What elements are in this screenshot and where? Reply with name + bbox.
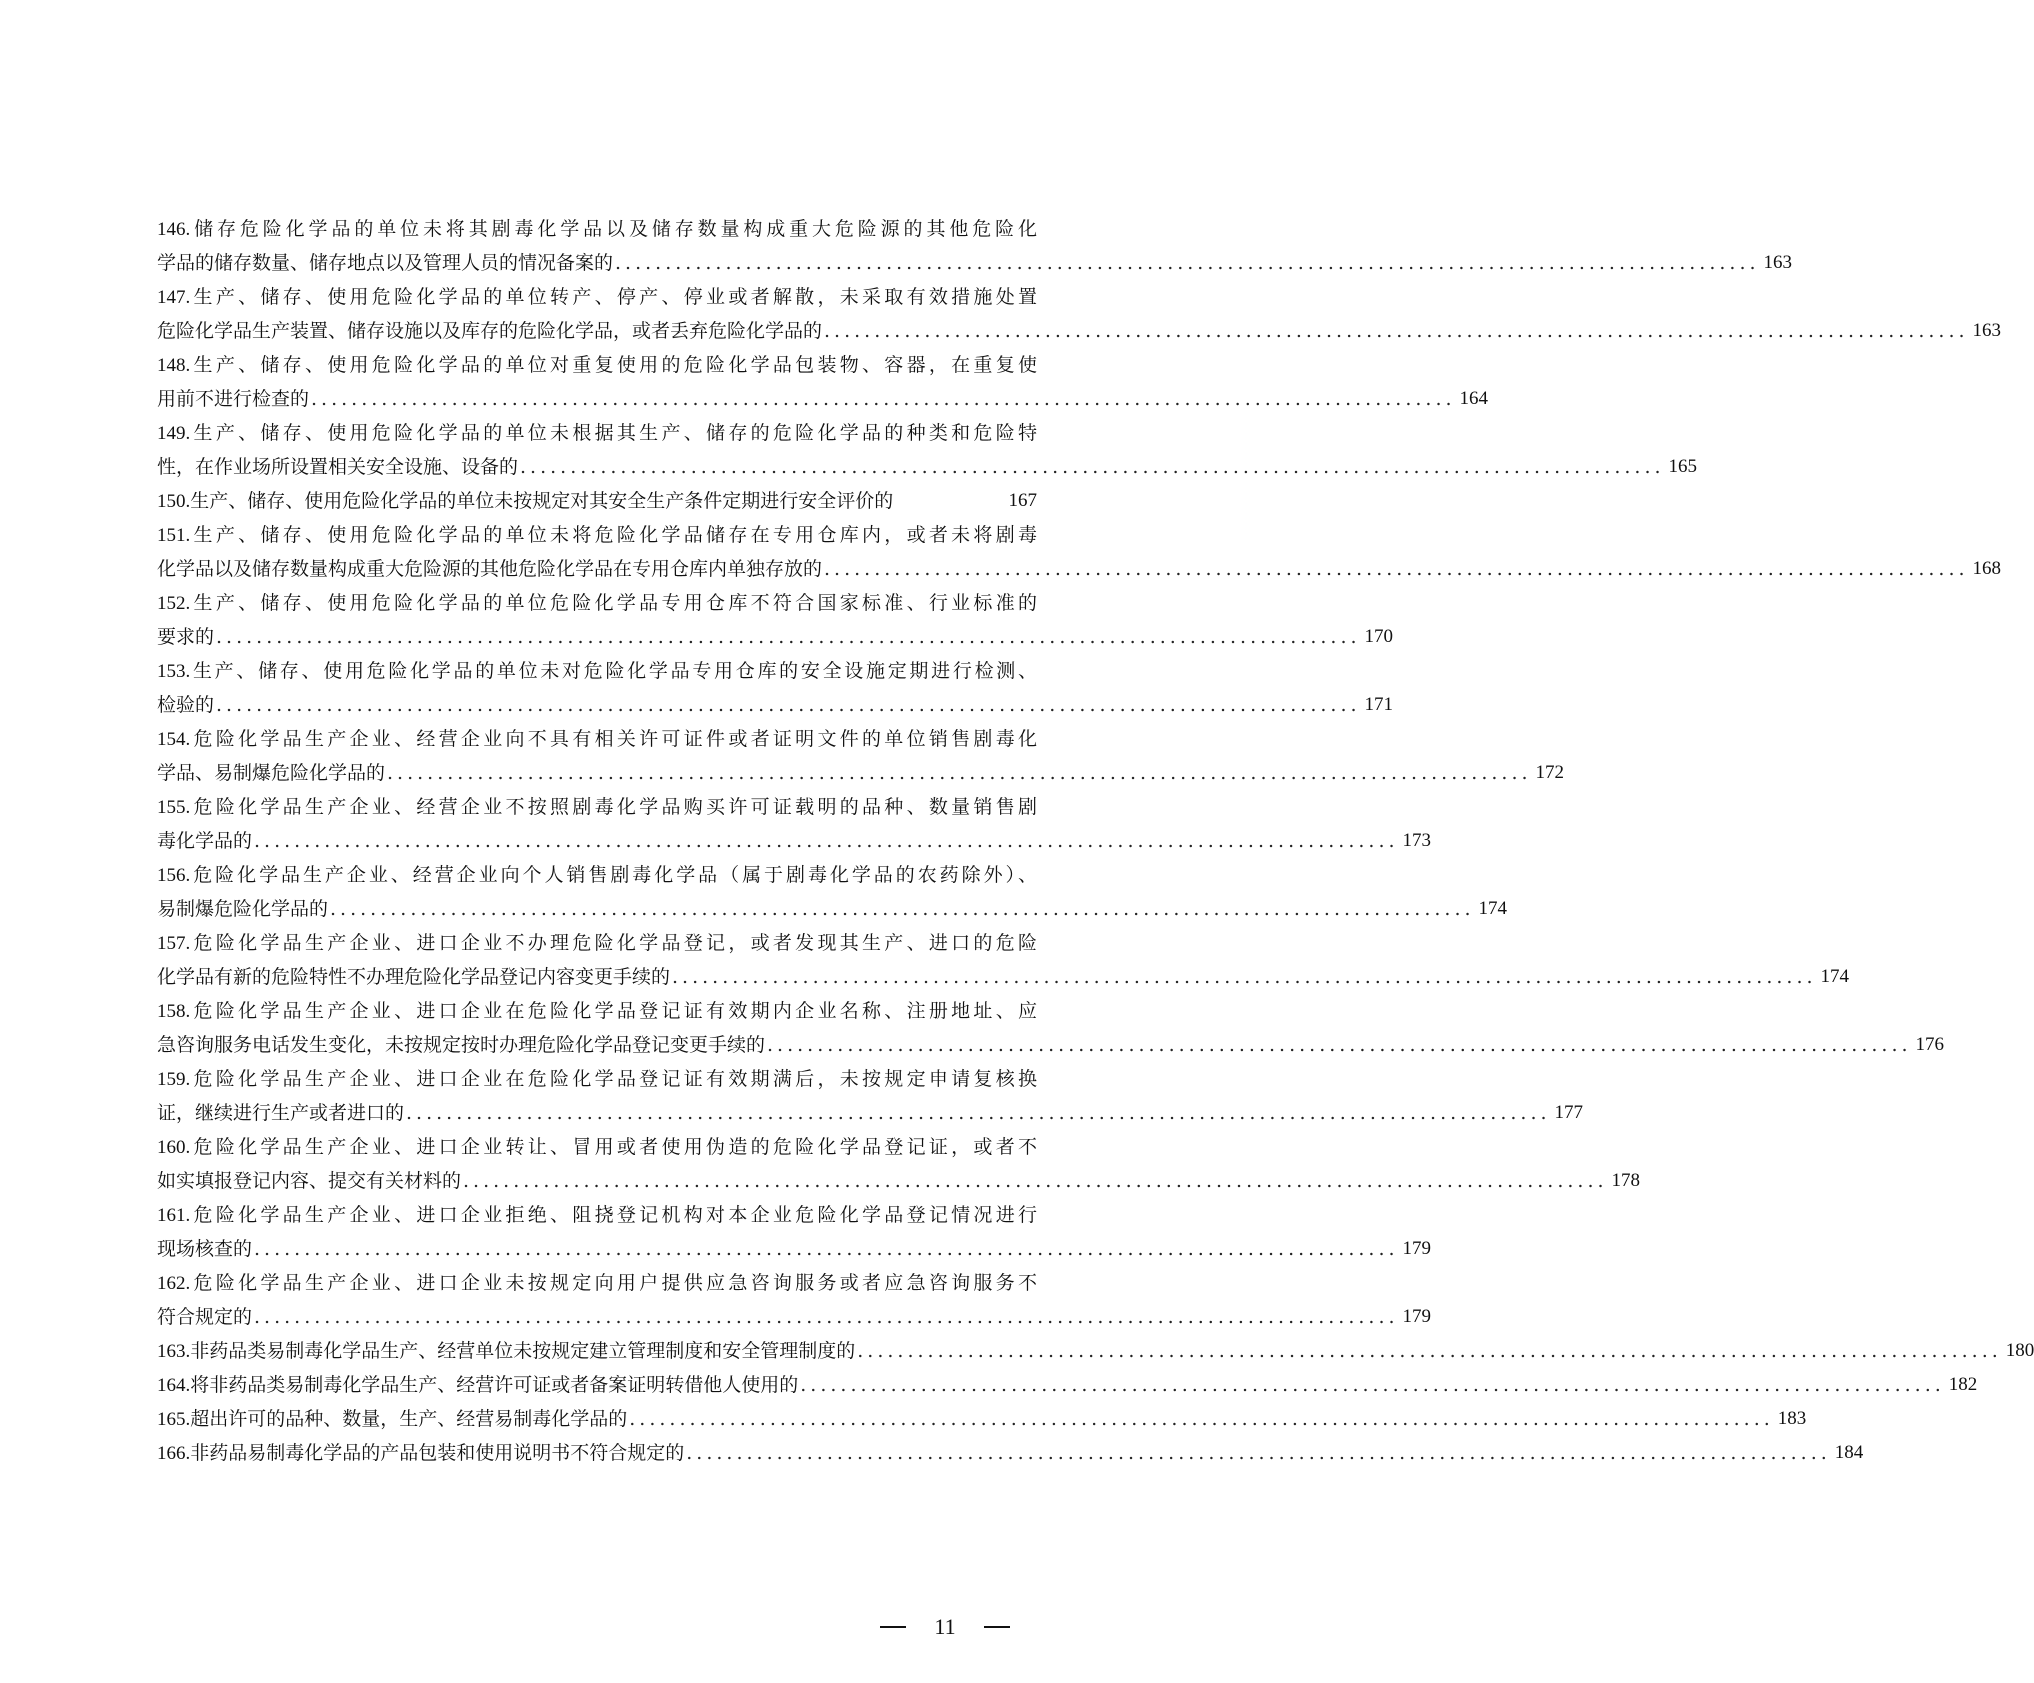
toc-entry-title: 非药品类易制毒化学品生产、经营单位未按规定建立管理制度和安全管理制度的 (190, 1339, 856, 1362)
toc-entry-title: 生产、储存、使用危险化学品的单位未将危险化学品储存在专用仓库内，或者未将剧毒 (190, 524, 1037, 546)
toc-entry[interactable] (157, 586, 1394, 654)
toc-leader-dots: .................................................................................................................. (330, 898, 1475, 920)
toc-entry-text (157, 1368, 798, 1403)
toc-entry[interactable] (157, 722, 1565, 790)
toc-entry[interactable] (157, 518, 2002, 586)
toc-entry[interactable] (157, 212, 1793, 280)
toc-entry-number: 158. (157, 1001, 191, 1022)
toc-entry-line (157, 858, 1037, 892)
toc-entry-text (157, 756, 385, 790)
toc-entry-title: 生产、储存、使用危险化学品的单位未根据其生产、储存的危险化学品的种类和危险特 (190, 422, 1037, 444)
toc-entry[interactable] (157, 858, 1508, 926)
toc-entry[interactable] (157, 280, 2002, 348)
toc-entry-line (157, 722, 1037, 756)
toc-entry-line (157, 348, 1037, 382)
page-number-footer (880, 1610, 1010, 1644)
toc-entry-last-line (157, 1334, 2034, 1368)
toc-entry-last-line (157, 1402, 1807, 1436)
toc-entry-title: 化学品以及储存数量构成重大危险源的其他危险化学品在专用仓库内单独存放的 (157, 558, 823, 580)
toc-entry-number: 154. (157, 729, 191, 750)
toc-page-number: 177 (1554, 1102, 1584, 1123)
toc-entry-title: 危险化学品生产企业、进口企业拒绝、阻挠登记机构对本企业危险化学品登记情况进行 (190, 1204, 1037, 1226)
toc-entry-last-line (157, 1300, 1432, 1334)
toc-entry-text (157, 1028, 765, 1062)
toc-entry-title: 检验的 (157, 694, 215, 716)
toc-entry[interactable] (157, 790, 1432, 858)
toc-page-number: 172 (1535, 762, 1565, 783)
toc-page-number: 180 (2005, 1340, 2034, 1361)
toc-entry-number: 163. (157, 1340, 191, 1362)
page-number: 11 (934, 1614, 956, 1639)
toc-leader-dots: .................................................................................................................. (686, 1442, 1831, 1464)
toc-page-number: 163 (1763, 252, 1793, 273)
toc-entry-last-line (157, 246, 1793, 280)
toc-entry-title: 化学品有新的危险特性不办理危险化学品登记内容变更手续的 (157, 966, 671, 988)
toc-entry-line (157, 790, 1037, 824)
toc-leader-dots: .................................................................................................................. (254, 1306, 1399, 1328)
toc-entry-title: 如实填报登记内容、提交有关材料的 (157, 1170, 462, 1192)
toc-page-number: 176 (1915, 1034, 1945, 1055)
toc-entry-last-line (157, 960, 1850, 994)
toc-entry-last-line (157, 1232, 1432, 1266)
toc-leader-dots: .................................................................................................................. (311, 388, 1456, 410)
toc-entry-number: 146. (157, 219, 191, 240)
toc-leader-dots: .................................................................................................................. (824, 320, 1969, 342)
toc-entry-title: 符合规定的 (157, 1306, 253, 1328)
toc-entry-title: 储存危险化学品的单位未将其剧毒化学品以及储存数量构成重大危险源的其他危险化 (190, 218, 1037, 240)
toc-entry[interactable] (157, 1130, 1641, 1198)
toc-entry[interactable] (157, 484, 1037, 518)
toc-entry-title: 危险化学品生产企业、经营企业不按照剧毒化学品购买许可证载明的品种、数量销售剧 (190, 796, 1037, 818)
toc-entry-last-line (157, 314, 2002, 348)
toc-entry-title: 用前不进行检查的 (157, 388, 310, 410)
toc-entry-text (157, 1334, 855, 1369)
toc-entry-last-line (157, 1436, 1864, 1470)
toc-entry-line (157, 280, 1037, 314)
toc-entry-last-line (157, 688, 1394, 722)
toc-entry-line (157, 1266, 1037, 1300)
toc-entry-title: 危险化学品生产企业、进口企业不办理危险化学品登记，或者发现其生产、进口的危险 (190, 932, 1037, 954)
toc-entry-title: 毒化学品的 (157, 830, 253, 852)
toc-entry-text (157, 484, 893, 519)
toc-entry-number: 155. (157, 797, 191, 818)
toc-entry-title: 危险化学品生产装置、储存设施以及库存的危险化学品，或者丢弃危险化学品的 (157, 320, 823, 342)
toc-entry-text (157, 450, 518, 484)
toc-entry-last-line (157, 892, 1508, 926)
toc-entry-text (157, 552, 822, 586)
toc-entry-last-line (157, 620, 1394, 654)
toc-entry-line (157, 654, 1037, 688)
toc-page-number: 174 (1820, 966, 1850, 987)
toc-leader-dots: .................................................................................................................. (406, 1102, 1551, 1124)
toc-leader-dots: .................................................................................................................. (824, 558, 1969, 580)
toc-leader-dots: .................................................................................................................. (800, 1374, 1945, 1396)
toc-page-number: 163 (1972, 320, 2002, 341)
toc-page-number: 167 (1008, 490, 1037, 511)
toc-leader-dots: .................................................................................................................. (857, 1340, 2002, 1362)
toc-entry-number: 151. (157, 525, 191, 546)
toc-entry-text (157, 688, 214, 722)
toc-entry-number: 150. (157, 490, 191, 512)
toc-entry-title: 危险化学品生产企业、经营企业向不具有相关许可证件或者证明文件的单位销售剧毒化 (190, 728, 1037, 750)
toc-entry-line (157, 1198, 1037, 1232)
toc-entry-title: 生产、储存、使用危险化学品的单位危险化学品专用仓库不符合国家标准、行业标准的 (190, 592, 1037, 614)
toc-entry[interactable] (157, 1266, 1432, 1334)
toc-entry-number: 161. (157, 1205, 191, 1226)
toc-entry-title: 性，在作业场所设置相关安全设施、设备的 (157, 456, 519, 478)
toc-leader-dots: .................................................................................................................. (463, 1170, 1608, 1192)
toc-entry-text (157, 1402, 627, 1437)
toc-entry-text (157, 382, 309, 416)
toc-entry[interactable] (157, 654, 1394, 722)
toc-entry-number: 164. (157, 1374, 191, 1396)
toc-entry-text (157, 314, 822, 348)
toc-page-number: 184 (1834, 1442, 1864, 1463)
toc-entry-title: 危险化学品生产企业、进口企业在危险化学品登记证有效期满后，未按规定申请复核换 (190, 1068, 1037, 1090)
toc-page-number: 179 (1402, 1306, 1432, 1327)
toc-entry-title: 生产、储存、使用危险化学品的单位对重复使用的危险化学品包装物、容器，在重复使 (190, 354, 1037, 376)
toc-entry-text (157, 1436, 684, 1471)
toc-entry[interactable] (157, 1198, 1432, 1266)
toc-entry-number: 153. (157, 661, 191, 682)
toc-entry[interactable] (157, 1062, 1584, 1130)
toc-page-number: 170 (1364, 626, 1394, 647)
toc-entry-title: 危险化学品生产企业、进口企业转让、冒用或者使用伪造的危险化学品登记证，或者不 (190, 1136, 1037, 1158)
toc-entry-number: 156. (157, 865, 191, 886)
toc-entry[interactable] (157, 1436, 1864, 1470)
toc-leader-dots: .................................................................................................................. (387, 762, 1532, 784)
toc-entry-title: 危险化学品生产企业、进口企业在危险化学品登记证有效期内企业名称、注册地址、应 (190, 1000, 1037, 1022)
toc-entry-title: 非药品易制毒化学品的产品包装和使用说明书不符合规定的 (190, 1441, 685, 1464)
toc-entry[interactable] (157, 1368, 1978, 1402)
toc-entry-last-line (157, 1028, 1945, 1062)
toc-entry-number: 147. (157, 287, 191, 308)
toc-entry-number: 159. (157, 1069, 191, 1090)
toc-entry-text (157, 246, 613, 280)
toc-entry-text (157, 1096, 404, 1130)
toc-entry-line (157, 586, 1037, 620)
toc-entry-title: 学品、易制爆危险化学品的 (157, 762, 386, 784)
toc-entry-title: 学品的储存数量、储存地点以及管理人员的情况备案的 (157, 252, 614, 274)
toc-entry-number: 148. (157, 355, 191, 376)
toc-entry-last-line (157, 382, 1489, 416)
toc-entry-title: 要求的 (157, 626, 215, 648)
toc-entry-title: 证，继续进行生产或者进口的 (157, 1102, 405, 1124)
toc-page-number: 174 (1478, 898, 1508, 919)
toc-leader-dots: .................................................................................................................. (767, 1034, 1912, 1056)
toc-entry-title: 危险化学品生产企业、进口企业未按规定向用户提供应急咨询服务或者应急咨询服务不 (190, 1272, 1037, 1294)
toc-entry-last-line (157, 1368, 1978, 1402)
toc-entry-line (157, 1130, 1037, 1164)
toc-page-number: 178 (1611, 1170, 1641, 1191)
toc-page-number: 168 (1972, 558, 2002, 579)
toc-entry[interactable] (157, 348, 1489, 416)
toc-entry-number: 160. (157, 1137, 191, 1158)
toc-entry-text (157, 1164, 461, 1198)
toc-entry-line (157, 1062, 1037, 1096)
toc-entry[interactable] (157, 1402, 1807, 1436)
toc-entry-text (157, 892, 328, 926)
toc-entry-number: 152. (157, 593, 191, 614)
toc-entry-title: 生产、储存、使用危险化学品的单位未按规定对其安全生产条件定期进行安全评价的 (190, 489, 894, 512)
toc-leader-dots: .................................................................................................................. (254, 1238, 1399, 1260)
toc-entry-title: 易制爆危险化学品的 (157, 898, 329, 920)
toc-entry-text (157, 960, 670, 994)
toc-entry-last-line (157, 1164, 1641, 1198)
toc-leader-dots: .................................................................................................................. (216, 626, 1361, 648)
toc-entry-last-line (157, 1096, 1584, 1130)
toc-leader-dots: .................................................................................................................. (254, 830, 1399, 852)
toc-entry-text (157, 824, 252, 858)
toc-entry-line (157, 416, 1037, 450)
toc-entry-text (157, 1232, 252, 1266)
toc-entry-title: 现场核查的 (157, 1238, 253, 1260)
left-dash (880, 1626, 906, 1628)
toc-entry-line (157, 518, 1037, 552)
toc-entry-title: 急咨询服务电话发生变化，未按规定按时办理危险化学品登记变更手续的 (157, 1034, 766, 1056)
right-dash (984, 1626, 1010, 1628)
toc-entry-last-line (157, 552, 2002, 586)
toc-entry-last-line (157, 484, 1037, 518)
toc-page-number: 183 (1777, 1408, 1807, 1429)
toc-entry-last-line (157, 450, 1698, 484)
toc-entry-line (157, 994, 1037, 1028)
toc-entry-line (157, 212, 1037, 246)
toc-page-number: 164 (1459, 388, 1489, 409)
toc-entry-last-line (157, 756, 1565, 790)
toc-page-number: 179 (1402, 1238, 1432, 1259)
toc-entry-title: 危险化学品生产企业、经营企业向个人销售剧毒化学品（属于剧毒化学品的农药除外）、 (190, 864, 1037, 886)
toc-entry-title: 生产、储存、使用危险化学品的单位未对危险化学品专用仓库的安全设施定期进行检测、 (190, 660, 1037, 682)
toc-leader-dots: .................................................................................................................. (615, 252, 1760, 274)
toc-entry-number: 162. (157, 1273, 191, 1294)
toc-entry-title: 将非药品类易制毒化学品生产、经营许可证或者备案证明转借他人使用的 (190, 1373, 799, 1396)
toc-entry[interactable] (157, 926, 1850, 994)
toc-entry-number: 165. (157, 1408, 191, 1430)
toc-entry-number: 166. (157, 1442, 191, 1464)
toc-leader-dots: .................................................................................................................. (672, 966, 1817, 988)
toc-entry-title: 超出许可的品种、数量，生产、经营易制毒化学品的 (190, 1407, 628, 1430)
table-of-contents (157, 212, 2034, 1470)
toc-entry-number: 149. (157, 423, 191, 444)
toc-page-number: 165 (1668, 456, 1698, 477)
toc-entry-title: 生产、储存、使用危险化学品的单位转产、停产、停业或者解散，未采取有效措施处置 (190, 286, 1037, 308)
toc-entry-last-line (157, 824, 1432, 858)
toc-leader-dots: .................................................................................................................. (216, 694, 1361, 716)
toc-leader-dots: .................................................................................................................. (520, 456, 1665, 478)
toc-entry-text (157, 1300, 252, 1334)
toc-entry-number: 157. (157, 933, 191, 954)
toc-leader-dots: .................................................................................................................. (629, 1408, 1774, 1430)
toc-entry[interactable] (157, 994, 1945, 1062)
toc-page-number: 182 (1948, 1374, 1978, 1395)
toc-entry[interactable] (157, 416, 1698, 484)
toc-entry[interactable] (157, 1334, 2034, 1368)
toc-entry-text (157, 620, 214, 654)
toc-page-number: 173 (1402, 830, 1432, 851)
toc-entry-line (157, 926, 1037, 960)
toc-page-number: 171 (1364, 694, 1394, 715)
